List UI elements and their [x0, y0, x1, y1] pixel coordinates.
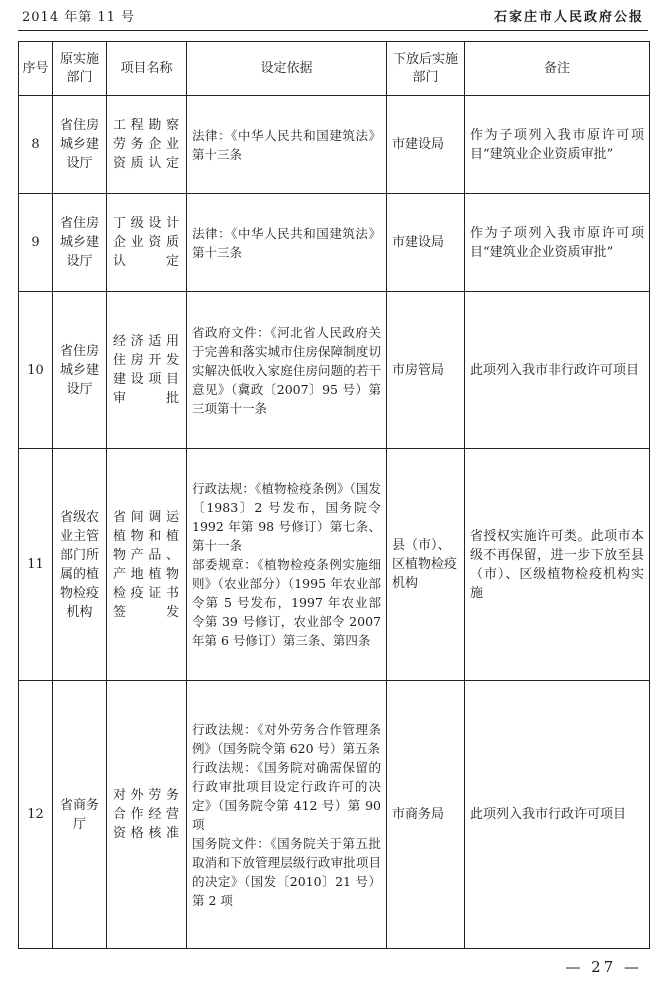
legal-basis: 法律：《中华人民共和国建筑法》第十三条 — [187, 194, 387, 292]
table-row — [19, 292, 650, 449]
header-rule — [18, 30, 648, 31]
item-name: 省间调运植物和植物产品、产地植物检疫证书签发 — [107, 449, 187, 681]
table-row — [19, 194, 650, 292]
col-header-note: 备注 — [465, 42, 650, 96]
remark: 作为子项列入我市原许可项目“建筑业企业资质审批” — [465, 96, 650, 194]
new-dept: 市建设局 — [387, 194, 465, 292]
col-header-basis: 设定依据 — [187, 42, 387, 96]
legal-basis: 省政府文件：《河北省人民政府关于完善和落实城市住房保障制度切实解决低收入家庭住房问题的若干意见》（冀政〔2007〕95 号）第三项第十一条 — [187, 292, 387, 449]
row-number: 12 — [19, 681, 53, 949]
col-header-impl: 下放后实施部门 — [387, 42, 465, 96]
remark: 省授权实施许可类。此项市本级不再保留，进一步下放至县（市）、区级植物检疫机构实施 — [465, 449, 650, 681]
new-dept: 市商务局 — [387, 681, 465, 949]
row-number: 8 — [19, 96, 53, 194]
remark: 此项列入我市行政许可项目 — [465, 681, 650, 949]
row-number: 10 — [19, 292, 53, 449]
remark: 此项列入我市非行政许可项目 — [465, 292, 650, 449]
row-number: 9 — [19, 194, 53, 292]
original-dept: 省级农业主管部门所属的植物检疫机构 — [53, 449, 107, 681]
col-header-dept: 原实施部门 — [53, 42, 107, 96]
original-dept: 省住房城乡建设厅 — [53, 194, 107, 292]
item-name: 工程勘察劳务企业资质认定 — [107, 96, 187, 194]
legal-basis: 行政法规：《对外劳务合作管理条例》（国务院令第 620 号）第五条 行政法规：《国务院对确需保留的行政审批项目设定行政许可的决定》（国务院令第 412 号）第 90 项 国务院文件：《国务院关于第五批取消和下放管理层级行政审批项目的决定》（国发〔2010〕21 号）第 2 项 — [187, 681, 387, 949]
page-number: — 27 — — [565, 958, 642, 976]
original-dept: 省住房城乡建设厅 — [53, 292, 107, 449]
approval-items-table — [18, 41, 650, 949]
item-name: 丁级设计企业资质认定 — [107, 194, 187, 292]
col-header-no: 序号 — [19, 42, 53, 96]
table-row — [19, 681, 650, 949]
new-dept: 市建设局 — [387, 96, 465, 194]
table-header-row — [19, 42, 650, 96]
new-dept: 市房管局 — [387, 292, 465, 449]
row-number: 11 — [19, 449, 53, 681]
col-header-name: 项目名称 — [107, 42, 187, 96]
table-row — [19, 96, 650, 194]
legal-basis: 行政法规：《植物检疫条例》（国发〔1983〕2 号发布，国务院令 1992 年第 98 号修订）第七条、第十一条 部委规章：《植物检疫条例实施细则》（农业部分）（1995 年农业部令第 5 号发布，1997 年农业部令第 39 号修订，农业部令 2007 年第 6 号修订）第三条、第四条 — [187, 449, 387, 681]
issue-label: 2014 年第 11 号 — [22, 10, 136, 25]
original-dept: 省商务厅 — [53, 681, 107, 949]
remark: 作为子项列入我市原许可项目“建筑业企业资质审批” — [465, 194, 650, 292]
item-name: 经济适用住房开发建设项目审批 — [107, 292, 187, 449]
table-row — [19, 449, 650, 681]
publication-title: 石家庄市人民政府公报 — [493, 10, 644, 25]
original-dept: 省住房城乡建设厅 — [53, 96, 107, 194]
item-name: 对外劳务合作经营资格核准 — [107, 681, 187, 949]
legal-basis: 法律：《中华人民共和国建筑法》第十三条 — [187, 96, 387, 194]
new-dept: 县（市）、区植物检疫机构 — [387, 449, 465, 681]
